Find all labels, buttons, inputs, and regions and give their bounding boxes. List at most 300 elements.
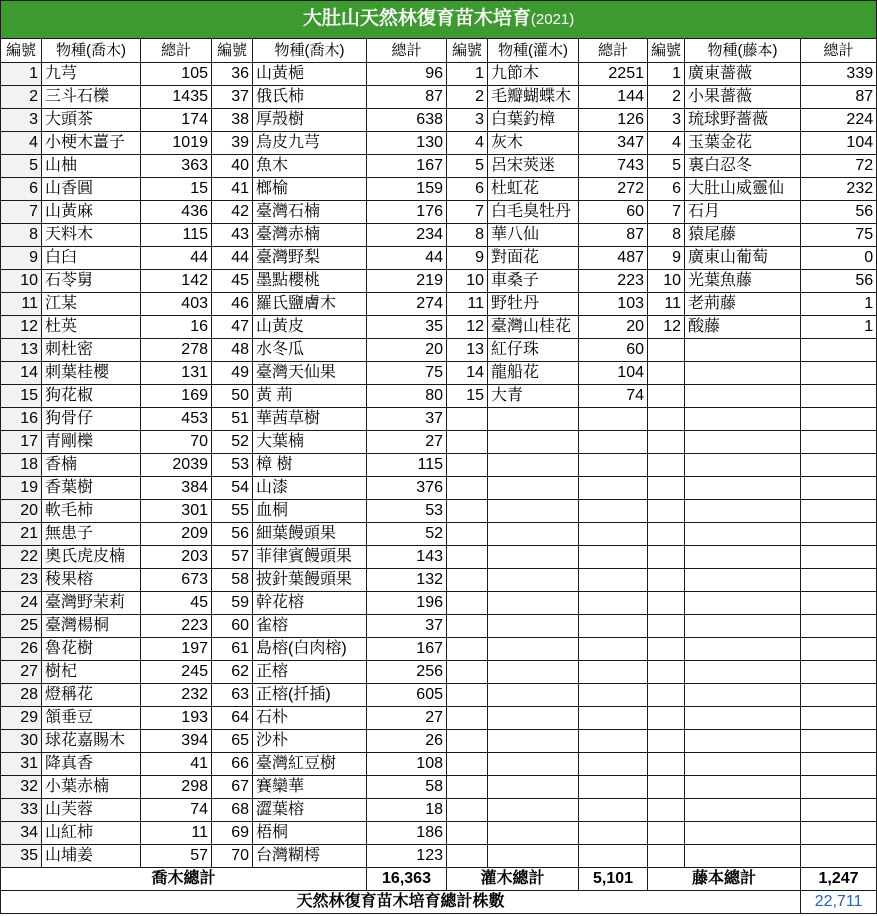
shrub-number-cell[interactable]: 7 xyxy=(447,201,488,224)
shrub-total-cell[interactable]: 487 xyxy=(579,247,648,270)
tree-total-cell[interactable]: 193 xyxy=(141,707,212,730)
tree-species-cell[interactable]: 山黃皮 xyxy=(253,316,367,339)
shrub-total-cell[interactable]: 2251 xyxy=(579,63,648,86)
tree-species-cell[interactable]: 狗骨仔 xyxy=(42,408,141,431)
tree-number-cell[interactable]: 36 xyxy=(212,63,253,86)
shrub-empty-cell[interactable] xyxy=(488,431,579,454)
tree-species-cell[interactable]: 山紅柿 xyxy=(42,822,141,845)
tree-total-cell[interactable]: 57 xyxy=(141,845,212,868)
tree-species-cell[interactable]: 大葉楠 xyxy=(253,431,367,454)
vine-empty-cell[interactable] xyxy=(648,638,685,661)
tree-species-cell[interactable]: 樟 樹 xyxy=(253,454,367,477)
tree-total-cell[interactable]: 37 xyxy=(367,408,447,431)
vine-empty-cell[interactable] xyxy=(685,753,801,776)
tree-total-cell[interactable]: 44 xyxy=(367,247,447,270)
shrub-empty-cell[interactable] xyxy=(579,845,648,868)
tree-total-cell[interactable]: 274 xyxy=(367,293,447,316)
vine-empty-cell[interactable] xyxy=(801,546,877,569)
tree-number-cell[interactable]: 31 xyxy=(1,753,42,776)
tree-total-cell[interactable]: 436 xyxy=(141,201,212,224)
shrub-empty-cell[interactable] xyxy=(579,615,648,638)
shrub-empty-cell[interactable] xyxy=(447,477,488,500)
tree-total-cell[interactable]: 209 xyxy=(141,523,212,546)
shrub-empty-cell[interactable] xyxy=(488,523,579,546)
shrub-empty-cell[interactable] xyxy=(447,431,488,454)
shrub-empty-cell[interactable] xyxy=(447,707,488,730)
vine-empty-cell[interactable] xyxy=(801,730,877,753)
tree-number-cell[interactable]: 41 xyxy=(212,178,253,201)
tree-number-cell[interactable]: 21 xyxy=(1,523,42,546)
tree-total-cell[interactable]: 15 xyxy=(141,178,212,201)
tree-total-cell[interactable]: 143 xyxy=(367,546,447,569)
tree-total-cell[interactable]: 278 xyxy=(141,339,212,362)
tree-total-cell[interactable]: 376 xyxy=(367,477,447,500)
vine-empty-cell[interactable] xyxy=(648,500,685,523)
tree-number-cell[interactable]: 25 xyxy=(1,615,42,638)
shrub-empty-cell[interactable] xyxy=(579,799,648,822)
tree-species-cell[interactable]: 杜英 xyxy=(42,316,141,339)
shrub-species-cell[interactable]: 杜虹花 xyxy=(488,178,579,201)
tree-species-cell[interactable]: 山埔姜 xyxy=(42,845,141,868)
vine-total-cell[interactable]: 87 xyxy=(801,86,877,109)
tree-total-cell[interactable]: 87 xyxy=(367,86,447,109)
tree-number-cell[interactable]: 58 xyxy=(212,569,253,592)
tree-total-cell[interactable]: 26 xyxy=(367,730,447,753)
shrub-empty-cell[interactable] xyxy=(488,500,579,523)
vine-empty-cell[interactable] xyxy=(801,822,877,845)
vine-empty-cell[interactable] xyxy=(648,661,685,684)
tree-species-cell[interactable]: 白臼 xyxy=(42,247,141,270)
tree-number-cell[interactable]: 7 xyxy=(1,201,42,224)
shrub-total-cell[interactable]: 103 xyxy=(579,293,648,316)
tree-total-cell[interactable]: 394 xyxy=(141,730,212,753)
shrub-empty-cell[interactable] xyxy=(579,500,648,523)
tree-total-cell[interactable]: 58 xyxy=(367,776,447,799)
tree-number-cell[interactable]: 13 xyxy=(1,339,42,362)
shrub-empty-cell[interactable] xyxy=(579,753,648,776)
shrub-empty-cell[interactable] xyxy=(488,707,579,730)
vine-species-cell[interactable]: 廣東薔薇 xyxy=(685,63,801,86)
tree-total-cell[interactable]: 363 xyxy=(141,155,212,178)
shrub-empty-cell[interactable] xyxy=(488,546,579,569)
tree-species-cell[interactable]: 厚殼樹 xyxy=(253,109,367,132)
vine-species-cell[interactable]: 老荊藤 xyxy=(685,293,801,316)
shrub-total-label[interactable]: 灌木總計 xyxy=(447,868,579,891)
tree-number-cell[interactable]: 33 xyxy=(1,799,42,822)
tree-species-cell[interactable]: 山芙蓉 xyxy=(42,799,141,822)
tree-total-cell[interactable]: 245 xyxy=(141,661,212,684)
tree-species-cell[interactable]: 山香圓 xyxy=(42,178,141,201)
tree-species-cell[interactable]: 澀葉榕 xyxy=(253,799,367,822)
tree-total-cell[interactable]: 27 xyxy=(367,707,447,730)
vine-empty-cell[interactable] xyxy=(801,362,877,385)
tree-total-cell[interactable]: 176 xyxy=(367,201,447,224)
tree-number-cell[interactable]: 42 xyxy=(212,201,253,224)
shrub-empty-cell[interactable] xyxy=(447,730,488,753)
shrub-empty-cell[interactable] xyxy=(488,661,579,684)
tree-species-cell[interactable]: 披針葉饅頭果 xyxy=(253,569,367,592)
tree-species-cell[interactable]: 石苓舅 xyxy=(42,270,141,293)
tree-number-cell[interactable]: 69 xyxy=(212,822,253,845)
shrub-total-cell[interactable]: 144 xyxy=(579,86,648,109)
header-vine-species[interactable]: 物種(藤本) xyxy=(685,39,801,63)
vine-empty-cell[interactable] xyxy=(801,707,877,730)
tree-total-cell[interactable]: 298 xyxy=(141,776,212,799)
tree-total-cell[interactable]: 131 xyxy=(141,362,212,385)
tree-number-cell[interactable]: 9 xyxy=(1,247,42,270)
tree-number-cell[interactable]: 19 xyxy=(1,477,42,500)
tree-species-cell[interactable]: 狗花椒 xyxy=(42,385,141,408)
tree-number-cell[interactable]: 26 xyxy=(1,638,42,661)
vine-empty-cell[interactable] xyxy=(801,339,877,362)
tree-species-cell[interactable]: 山黃麻 xyxy=(42,201,141,224)
tree-number-cell[interactable]: 64 xyxy=(212,707,253,730)
header-tree-number[interactable]: 編號 xyxy=(1,39,42,63)
tree-species-cell[interactable]: 石朴 xyxy=(253,707,367,730)
header-tree-total[interactable]: 總計 xyxy=(367,39,447,63)
tree-total-cell[interactable]: 174 xyxy=(141,109,212,132)
shrub-empty-cell[interactable] xyxy=(579,477,648,500)
tree-species-cell[interactable]: 山黃梔 xyxy=(253,63,367,86)
vine-species-cell[interactable]: 大肚山威靈仙 xyxy=(685,178,801,201)
tree-species-cell[interactable]: 賽欒華 xyxy=(253,776,367,799)
tree-species-cell[interactable]: 刺杜密 xyxy=(42,339,141,362)
tree-species-cell[interactable]: 香葉樹 xyxy=(42,477,141,500)
shrub-empty-cell[interactable] xyxy=(447,408,488,431)
tree-species-cell[interactable]: 頷垂豆 xyxy=(42,707,141,730)
tree-species-cell[interactable]: 大頭茶 xyxy=(42,109,141,132)
tree-species-cell[interactable]: 臺灣天仙果 xyxy=(253,362,367,385)
shrub-empty-cell[interactable] xyxy=(447,753,488,776)
shrub-number-cell[interactable]: 12 xyxy=(447,316,488,339)
shrub-empty-cell[interactable] xyxy=(488,638,579,661)
tree-total-cell[interactable]: 1435 xyxy=(141,86,212,109)
tree-total-cell[interactable]: 223 xyxy=(141,615,212,638)
shrub-number-cell[interactable]: 3 xyxy=(447,109,488,132)
tree-total-cell[interactable]: 186 xyxy=(367,822,447,845)
tree-species-cell[interactable]: 俄氏柿 xyxy=(253,86,367,109)
sheet-title-cell[interactable] xyxy=(1,1,877,39)
shrub-empty-cell[interactable] xyxy=(447,822,488,845)
tree-total-cell[interactable]: 256 xyxy=(367,661,447,684)
tree-total-cell[interactable]: 638 xyxy=(367,109,447,132)
shrub-number-cell[interactable]: 11 xyxy=(447,293,488,316)
tree-species-cell[interactable]: 梧桐 xyxy=(253,822,367,845)
shrub-empty-cell[interactable] xyxy=(579,684,648,707)
tree-total-cell[interactable]: 74 xyxy=(141,799,212,822)
tree-species-cell[interactable]: 小葉赤楠 xyxy=(42,776,141,799)
shrub-empty-cell[interactable] xyxy=(447,638,488,661)
shrub-empty-cell[interactable] xyxy=(447,500,488,523)
tree-species-cell[interactable]: 菲律賓饅頭果 xyxy=(253,546,367,569)
header-shrub-number[interactable]: 編號 xyxy=(447,39,488,63)
vine-empty-cell[interactable] xyxy=(648,431,685,454)
vine-total-cell[interactable]: 75 xyxy=(801,224,877,247)
tree-number-cell[interactable]: 8 xyxy=(1,224,42,247)
tree-number-cell[interactable]: 50 xyxy=(212,385,253,408)
tree-species-cell[interactable]: 魚木 xyxy=(253,155,367,178)
tree-number-cell[interactable]: 17 xyxy=(1,431,42,454)
tree-total-cell[interactable]: 403 xyxy=(141,293,212,316)
vine-total-cell[interactable]: 0 xyxy=(801,247,877,270)
shrub-total-cell[interactable]: 20 xyxy=(579,316,648,339)
vine-empty-cell[interactable] xyxy=(648,408,685,431)
shrub-empty-cell[interactable] xyxy=(488,615,579,638)
tree-number-cell[interactable]: 39 xyxy=(212,132,253,155)
vine-empty-cell[interactable] xyxy=(648,339,685,362)
tree-number-cell[interactable]: 51 xyxy=(212,408,253,431)
vine-number-cell[interactable]: 3 xyxy=(648,109,685,132)
tree-total-cell[interactable]: 673 xyxy=(141,569,212,592)
vine-empty-cell[interactable] xyxy=(801,845,877,868)
shrub-empty-cell[interactable] xyxy=(579,592,648,615)
tree-total-cell[interactable]: 203 xyxy=(141,546,212,569)
shrub-number-cell[interactable]: 2 xyxy=(447,86,488,109)
tree-species-cell[interactable]: 球花嘉賜木 xyxy=(42,730,141,753)
vine-empty-cell[interactable] xyxy=(648,684,685,707)
vine-empty-cell[interactable] xyxy=(648,615,685,638)
vine-empty-cell[interactable] xyxy=(648,477,685,500)
tree-number-cell[interactable]: 35 xyxy=(1,845,42,868)
shrub-number-cell[interactable]: 9 xyxy=(447,247,488,270)
tree-number-cell[interactable]: 37 xyxy=(212,86,253,109)
vine-total-cell[interactable]: 1 xyxy=(801,293,877,316)
tree-species-cell[interactable]: 江某 xyxy=(42,293,141,316)
vine-total-label[interactable]: 藤本總計 xyxy=(648,868,801,891)
vine-empty-cell[interactable] xyxy=(685,684,801,707)
tree-number-cell[interactable]: 67 xyxy=(212,776,253,799)
shrub-empty-cell[interactable] xyxy=(488,776,579,799)
vine-empty-cell[interactable] xyxy=(648,592,685,615)
tree-total-cell[interactable]: 27 xyxy=(367,431,447,454)
tree-species-cell[interactable]: 刺葉桂櫻 xyxy=(42,362,141,385)
vine-total-cell[interactable]: 72 xyxy=(801,155,877,178)
tree-total-cell[interactable]: 132 xyxy=(367,569,447,592)
tree-species-cell[interactable]: 香楠 xyxy=(42,454,141,477)
shrub-empty-cell[interactable] xyxy=(579,638,648,661)
vine-empty-cell[interactable] xyxy=(648,730,685,753)
tree-number-cell[interactable]: 40 xyxy=(212,155,253,178)
shrub-number-cell[interactable]: 13 xyxy=(447,339,488,362)
tree-species-cell[interactable]: 青剛櫟 xyxy=(42,431,141,454)
tree-number-cell[interactable]: 30 xyxy=(1,730,42,753)
tree-species-cell[interactable]: 正榕 xyxy=(253,661,367,684)
tree-total-cell[interactable]: 45 xyxy=(141,592,212,615)
shrub-empty-cell[interactable] xyxy=(447,454,488,477)
tree-number-cell[interactable]: 2 xyxy=(1,86,42,109)
tree-total-cell[interactable]: 301 xyxy=(141,500,212,523)
vine-empty-cell[interactable] xyxy=(801,569,877,592)
tree-number-cell[interactable]: 14 xyxy=(1,362,42,385)
shrub-species-cell[interactable]: 臺灣山桂花 xyxy=(488,316,579,339)
tree-number-cell[interactable]: 29 xyxy=(1,707,42,730)
vine-number-cell[interactable]: 10 xyxy=(648,270,685,293)
vine-number-cell[interactable]: 9 xyxy=(648,247,685,270)
shrub-total-cell[interactable]: 272 xyxy=(579,178,648,201)
shrub-empty-cell[interactable] xyxy=(447,615,488,638)
vine-empty-cell[interactable] xyxy=(685,730,801,753)
vine-number-cell[interactable]: 8 xyxy=(648,224,685,247)
tree-species-cell[interactable]: 稜果榕 xyxy=(42,569,141,592)
shrub-empty-cell[interactable] xyxy=(488,799,579,822)
vine-empty-cell[interactable] xyxy=(801,454,877,477)
shrub-number-cell[interactable]: 8 xyxy=(447,224,488,247)
shrub-total-cell[interactable]: 347 xyxy=(579,132,648,155)
vine-number-cell[interactable]: 12 xyxy=(648,316,685,339)
vine-species-cell[interactable]: 玉葉金花 xyxy=(685,132,801,155)
tree-number-cell[interactable]: 5 xyxy=(1,155,42,178)
tree-species-cell[interactable]: 無患子 xyxy=(42,523,141,546)
tree-species-cell[interactable]: 墨點櫻桃 xyxy=(253,270,367,293)
shrub-total-cell[interactable]: 60 xyxy=(579,339,648,362)
tree-number-cell[interactable]: 34 xyxy=(1,822,42,845)
header-shrub-total[interactable]: 總計 xyxy=(579,39,648,63)
vine-total-cell[interactable]: 339 xyxy=(801,63,877,86)
shrub-species-cell[interactable]: 白毛臭牡丹 xyxy=(488,201,579,224)
tree-number-cell[interactable]: 27 xyxy=(1,661,42,684)
vine-total-cell[interactable]: 56 xyxy=(801,270,877,293)
tree-species-cell[interactable]: 水冬瓜 xyxy=(253,339,367,362)
tree-number-cell[interactable]: 18 xyxy=(1,454,42,477)
shrub-empty-cell[interactable] xyxy=(488,822,579,845)
vine-empty-cell[interactable] xyxy=(685,385,801,408)
tree-number-cell[interactable]: 47 xyxy=(212,316,253,339)
tree-number-cell[interactable]: 60 xyxy=(212,615,253,638)
vine-empty-cell[interactable] xyxy=(648,385,685,408)
shrub-total-cell[interactable]: 223 xyxy=(579,270,648,293)
shrub-empty-cell[interactable] xyxy=(488,569,579,592)
shrub-empty-cell[interactable] xyxy=(579,776,648,799)
tree-number-cell[interactable]: 63 xyxy=(212,684,253,707)
shrub-number-cell[interactable]: 6 xyxy=(447,178,488,201)
tree-total-cell[interactable]: 35 xyxy=(367,316,447,339)
shrub-number-cell[interactable]: 4 xyxy=(447,132,488,155)
shrub-empty-cell[interactable] xyxy=(579,661,648,684)
vine-empty-cell[interactable] xyxy=(685,845,801,868)
vine-empty-cell[interactable] xyxy=(685,707,801,730)
tree-species-cell[interactable]: 臺灣楊桐 xyxy=(42,615,141,638)
tree-species-cell[interactable]: 血桐 xyxy=(253,500,367,523)
tree-species-cell[interactable]: 臺灣野茉莉 xyxy=(42,592,141,615)
tree-number-cell[interactable]: 46 xyxy=(212,293,253,316)
shrub-number-cell[interactable]: 15 xyxy=(447,385,488,408)
tree-total-cell[interactable]: 16 xyxy=(141,316,212,339)
shrub-empty-cell[interactable] xyxy=(579,822,648,845)
vine-total-cell[interactable]: 224 xyxy=(801,109,877,132)
shrub-number-cell[interactable]: 14 xyxy=(447,362,488,385)
vine-total-cell[interactable]: 232 xyxy=(801,178,877,201)
shrub-empty-cell[interactable] xyxy=(447,661,488,684)
shrub-empty-cell[interactable] xyxy=(488,730,579,753)
vine-number-cell[interactable]: 4 xyxy=(648,132,685,155)
tree-species-cell[interactable]: 山柚 xyxy=(42,155,141,178)
tree-number-cell[interactable]: 43 xyxy=(212,224,253,247)
tree-total-cell[interactable]: 80 xyxy=(367,385,447,408)
tree-species-cell[interactable]: 正榕(扦插) xyxy=(253,684,367,707)
vine-empty-cell[interactable] xyxy=(685,822,801,845)
tree-number-cell[interactable]: 28 xyxy=(1,684,42,707)
tree-number-cell[interactable]: 48 xyxy=(212,339,253,362)
tree-number-cell[interactable]: 38 xyxy=(212,109,253,132)
vine-empty-cell[interactable] xyxy=(801,592,877,615)
tree-number-cell[interactable]: 57 xyxy=(212,546,253,569)
shrub-species-cell[interactable]: 九節木 xyxy=(488,63,579,86)
vine-empty-cell[interactable] xyxy=(685,431,801,454)
vine-empty-cell[interactable] xyxy=(801,500,877,523)
shrub-total-cell[interactable]: 104 xyxy=(579,362,648,385)
vine-number-cell[interactable]: 6 xyxy=(648,178,685,201)
tree-total-cell[interactable]: 18 xyxy=(367,799,447,822)
vine-species-cell[interactable]: 小果薔薇 xyxy=(685,86,801,109)
vine-empty-cell[interactable] xyxy=(801,385,877,408)
tree-total-cell[interactable]: 123 xyxy=(367,845,447,868)
shrub-empty-cell[interactable] xyxy=(579,730,648,753)
tree-number-cell[interactable]: 70 xyxy=(212,845,253,868)
vine-empty-cell[interactable] xyxy=(685,362,801,385)
shrub-empty-cell[interactable] xyxy=(447,776,488,799)
tree-total-cell[interactable]: 20 xyxy=(367,339,447,362)
header-tree-number[interactable]: 編號 xyxy=(212,39,253,63)
tree-total-cell[interactable]: 196 xyxy=(367,592,447,615)
tree-total-cell[interactable]: 52 xyxy=(367,523,447,546)
tree-number-cell[interactable]: 12 xyxy=(1,316,42,339)
header-vine-total[interactable]: 總計 xyxy=(801,39,877,63)
tree-number-cell[interactable]: 22 xyxy=(1,546,42,569)
tree-species-cell[interactable]: 幹花榕 xyxy=(253,592,367,615)
vine-empty-cell[interactable] xyxy=(685,615,801,638)
shrub-total-cell[interactable]: 126 xyxy=(579,109,648,132)
tree-total-cell[interactable]: 37 xyxy=(367,615,447,638)
vine-empty-cell[interactable] xyxy=(648,569,685,592)
vine-species-cell[interactable]: 石月 xyxy=(685,201,801,224)
tree-total-cell[interactable]: 453 xyxy=(141,408,212,431)
tree-total-cell[interactable]: 384 xyxy=(141,477,212,500)
vine-total-cell[interactable]: 56 xyxy=(801,201,877,224)
tree-number-cell[interactable]: 6 xyxy=(1,178,42,201)
vine-species-cell[interactable]: 裏白忍冬 xyxy=(685,155,801,178)
vine-empty-cell[interactable] xyxy=(648,776,685,799)
tree-number-cell[interactable]: 61 xyxy=(212,638,253,661)
vine-empty-cell[interactable] xyxy=(801,684,877,707)
tree-total-cell[interactable]: 1019 xyxy=(141,132,212,155)
vine-empty-cell[interactable] xyxy=(685,477,801,500)
tree-species-cell[interactable]: 沙朴 xyxy=(253,730,367,753)
tree-total-cell[interactable]: 11 xyxy=(141,822,212,845)
tree-species-cell[interactable]: 小梗木薑子 xyxy=(42,132,141,155)
tree-species-cell[interactable]: 臺灣赤楠 xyxy=(253,224,367,247)
vine-total-cell[interactable]: 1 xyxy=(801,316,877,339)
vine-empty-cell[interactable] xyxy=(648,707,685,730)
shrub-species-cell[interactable]: 大青 xyxy=(488,385,579,408)
shrub-total-cell[interactable]: 60 xyxy=(579,201,648,224)
shrub-species-cell[interactable]: 車桑子 xyxy=(488,270,579,293)
tree-species-cell[interactable]: 樹杞 xyxy=(42,661,141,684)
shrub-empty-cell[interactable] xyxy=(579,523,648,546)
vine-empty-cell[interactable] xyxy=(685,454,801,477)
tree-total-cell[interactable]: 105 xyxy=(141,63,212,86)
tree-number-cell[interactable]: 4 xyxy=(1,132,42,155)
shrub-number-cell[interactable]: 10 xyxy=(447,270,488,293)
tree-total-cell[interactable]: 96 xyxy=(367,63,447,86)
tree-number-cell[interactable]: 3 xyxy=(1,109,42,132)
shrub-empty-cell[interactable] xyxy=(488,477,579,500)
tree-total-label[interactable]: 喬木總計 xyxy=(1,868,367,891)
tree-number-cell[interactable]: 52 xyxy=(212,431,253,454)
tree-species-cell[interactable]: 九芎 xyxy=(42,63,141,86)
tree-species-cell[interactable]: 羅氏鹽膚木 xyxy=(253,293,367,316)
shrub-empty-cell[interactable] xyxy=(579,431,648,454)
shrub-empty-cell[interactable] xyxy=(488,684,579,707)
